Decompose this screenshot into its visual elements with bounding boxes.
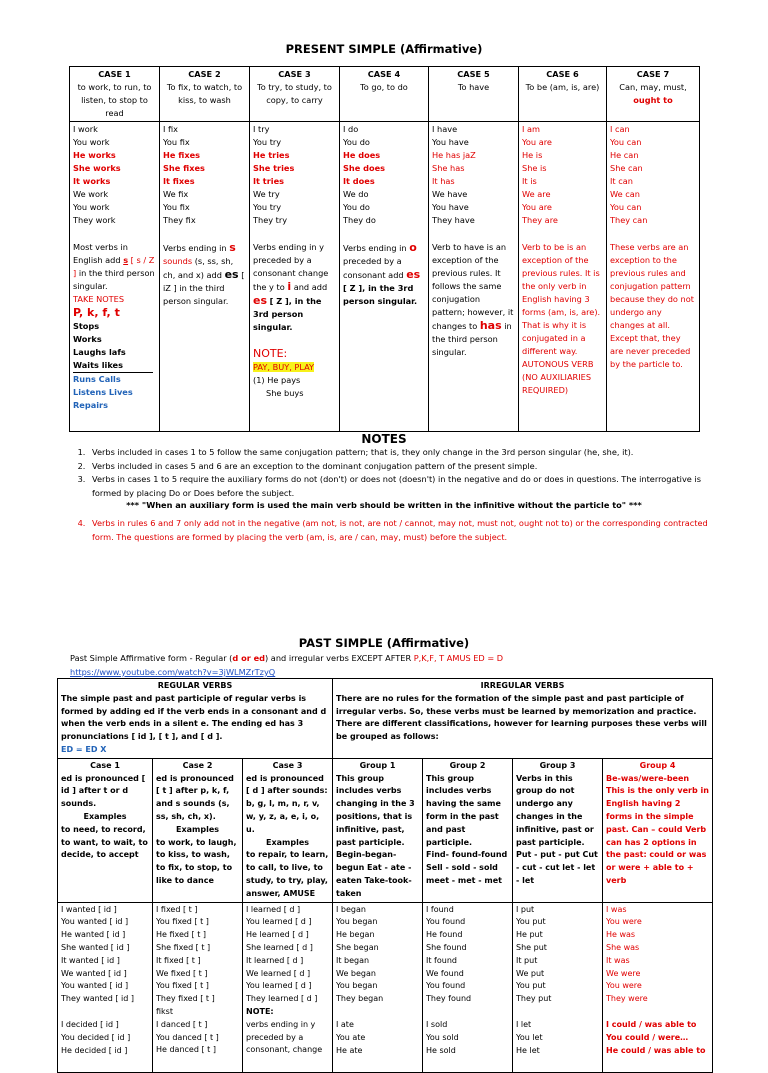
youtube-link[interactable]: https://www.youtube.com/watch?v=3jWLMZrTzyQ: [70, 667, 276, 677]
case6-rule: Verb to be is an exception of the previous rules. It is the only verb in English having 3 forms (am, is, are). That is why it is conjugated in a different way. AUTONOUS VERB (NO AUXILIARIES REQUIRED): [522, 242, 601, 395]
case2-rule: Verbs ending in s sounds (s, ss, sh, ch, and x) add es [ iZ ] in the third person singular.: [163, 241, 245, 306]
case4-rule: Verbs ending in o preceded by a consonant add es [ Z ], in the 3rd person singular.: [343, 241, 421, 306]
case3-header: CASE 3 To try, to study, to copy, to carry: [250, 67, 340, 122]
group4-desc: Group 4 Be-was/were-been This is the only verb in English having 2 forms in the simple past. Can – could Verb can has 2 options in the past: could or was or were + able to + verb: [603, 758, 713, 902]
group3-examples: I put You put He put She put It put We put You put They put I let You let He let: [513, 902, 603, 1072]
case7-header: CASE 7 Can, may, must, ought to: [607, 67, 700, 122]
case5-header: CASE 5 To have: [429, 67, 519, 122]
case5-cell: I have You have He has jaZ She has It has We have You have They have Verb to have is an exception of the previous rules. It follows the same conjugation pattern; however, it changes to has in the third person singular.: [429, 122, 519, 432]
group4-examples: I was You were He was She was It was We were You were They were I could / was able to You could / were… He could / was able to: [603, 902, 713, 1072]
note-item: 1. Verbs included in cases 1 to 5 follow the same conjugation pattern; that is, they only change in the 3rd person singular (he, she, it).: [88, 446, 728, 460]
notes-list: [70, 446, 728, 544]
past-case3-examples: I learned [ d ] You learned [ d ] He learned [ d ] She learned [ d ] It learned [ d ] We learned [ d ] You learned [ d ] They learned [ d ] NOTE: verbs ending in y preceded by a consonant, change: [243, 902, 333, 1072]
present-table: [69, 66, 700, 432]
note-item: 4. Verbs in rules 6 and 7 only add not in the negative (am not, is not, are not / cannot, may not, must not, ought not to) or the corresponding contracted form. The questions are formed by placing the verb (am, is, are / can, may, must) before the subject.: [88, 517, 728, 544]
case7-cell: I can You can He can She can It can We can You can They can These verbs are an exception to the previous rules and conjugation pattern because they do not undergo any changes at all. Except that, they are never preceded by the particle to.: [607, 122, 700, 432]
present-header-row: [70, 67, 700, 122]
regular-verbs-intro: REGULAR VERBS The simple past and past participle of regular verbs is formed by adding ed if the verb ends in a consonant and d when the verb ends in a silent e. The ending ed has 3 pronunciations [ id ], [ t ], and [ d ]. ED = ED X: [58, 679, 333, 759]
case6-cell: I am You are He is She is It is We are You are They are Verb to be is an exception of the previous rules. It is the only verb in English having 3 forms (am, is, are). That is why it is conjugated in a different way. AUTONOUS VERB (NO AUXILIARIES REQUIRED): [519, 122, 607, 432]
notes-center-remark: *** "When an auxiliary form is used the main verb should be written in the infinitive without the particle to" ***: [126, 500, 642, 510]
case1-cell: I work You work He works She works It works We work You work They work Most verbs in English add s [ s / Z ] in the third person singular. TAKE NOTES P, k, f, t Stops Works Laughs lafs Waits likes Runs Calls Listens Lives Repairs: [70, 122, 160, 432]
past-table: [57, 678, 713, 1073]
case6-header: CASE 6 To be (am, is, are): [519, 67, 607, 122]
case1-rule: Most verbs in English add s [ s / Z ] in the third person singular. TAKE NOTES P, k, f, t Stops Works Laughs lafs Waits likes Runs Calls Listens Lives Repairs: [73, 242, 155, 410]
past-subtitle: Past Simple Affirmative form - Regular (d or ed) and irregular verbs EXCEPT AFTER P,K,F, T AMUS ED = D: [70, 653, 504, 663]
past-case1-examples: I wanted [ id ] You wanted [ id ] He wanted [ id ] She wanted [ id ] It wanted [ id ] We wanted [ id ] You wanted [ id ] They wanted [ id ] I decided [ id ] You decided [ id ] He decided [ id ]: [58, 902, 153, 1072]
case5-rule: Verb to have is an exception of the previous rules. It follows the same conjugation pattern; however, it changes to has in the third person singular.: [432, 242, 514, 357]
group1-desc: Group 1 This group includes verbs changing in the 3 positions, that is infinitive, past, past participle. Begin-began-begun Eat - ate - eaten Take-took-taken: [333, 758, 423, 902]
case4-cell: I do You do He does She does It does We do You do They do Verbs ending in o preceded by a consonant add es [ Z ], in the 3rd person singular.: [340, 122, 429, 432]
case3-rule: Verbs ending in y preceded by a consonant change the y to i and add es [ Z ], in the 3rd person singular. NOTE: PAY, BUY, PLAY (1) He pays She buys: [253, 242, 329, 398]
note-item: 2. Verbs included in cases 5 and 6 are an exception to the dominant conjugation pattern of the present simple.: [88, 460, 728, 474]
case7-rule: These verbs are an exception to the previous rules and conjugation pattern because they do not undergo any changes at all. Except that, they are never preceded by the particle to.: [610, 242, 694, 369]
present-body-row: [70, 122, 700, 432]
past-case1-desc: Case 1 ed is pronounced [ id ] after t or d sounds. Examples to need, to record, to want, to wait, to decide, to accept: [58, 758, 153, 902]
group1-examples: I began You began He began She began It began We began You began They began I ate You ate He ate: [333, 902, 423, 1072]
past-case2-desc: Case 2 ed is pronounced [ t ] after p, k, f, and s sounds (s, ss, sh, ch, x). Examples to work, to laugh, to kiss, to wash, to fix, to stop, to like to dance: [153, 758, 243, 902]
case4-header: CASE 4 To go, to do: [340, 67, 429, 122]
notes-title: NOTES: [361, 432, 407, 446]
irregular-verbs-intro: IRREGULAR VERBS There are no rules for the formation of the simple past and past participle of irregular verbs. So, these verbs must be learned by memorization and practice. There are different classifications, however for learning purposes these verbs will be grouped as follows:: [333, 679, 713, 759]
case2-cell: I fix You fix He fixes She fixes It fixes We fix You fix They fix Verbs ending in s sounds (s, ss, sh, ch, and x) add es [ iZ ] in the third person singular.: [160, 122, 250, 432]
past-case2-examples: I fixed [ t ] You fixed [ t ] He fixed [ t ] She fixed [ t ] It fixed [ t ] We fixed [ t ] You fixed [ t ] They fixed [ t ] fikst I danced [ t ] You danced [ t ] He danced [ t ]: [153, 902, 243, 1072]
present-title: PRESENT SIMPLE (Affirmative): [285, 42, 483, 56]
case3-cell: I try You try He tries She tries It tries We try You try They try Verbs ending in y preceded by a consonant change the y to i and add es [ Z ], in the 3rd person singular. NOTE: PAY, BUY, PLAY (1) He pays She buys: [250, 122, 340, 432]
past-case3-desc: Case 3 ed is pronounced [ d ] after sounds: b, g, l, m, n, r, v, w, y, z, a, e, i, o, u. Examples to repair, to learn, to call, to live, to study, to try, play, answer, AMUSE: [243, 758, 333, 902]
case2-header: CASE 2 To fix, to watch, to kiss, to wash: [160, 67, 250, 122]
group3-desc: Group 3 Verbs in this group do not undergo any changes in the infinitive, past or past participle. Put - put - put Cut - cut - cut let - let - let: [513, 758, 603, 902]
case1-header: CASE 1 to work, to run, to listen, to stop to read: [70, 67, 160, 122]
past-title: PAST SIMPLE (Affirmative): [298, 636, 470, 650]
group2-examples: I found You found He found She found It found We found You found They found I sold You sold He sold: [423, 902, 513, 1072]
note-item: 3. Verbs in cases 1 to 5 require the auxiliary forms do not (don't) or does not (doesn't) in the negative and do or does in questions. The interrogative is formed by placing Do or Does before the subject.: [88, 473, 728, 500]
group2-desc: Group 2 This group includes verbs having the same form in the past and past participle. Find- found-found Sell - sold - sold meet - met - met: [423, 758, 513, 902]
